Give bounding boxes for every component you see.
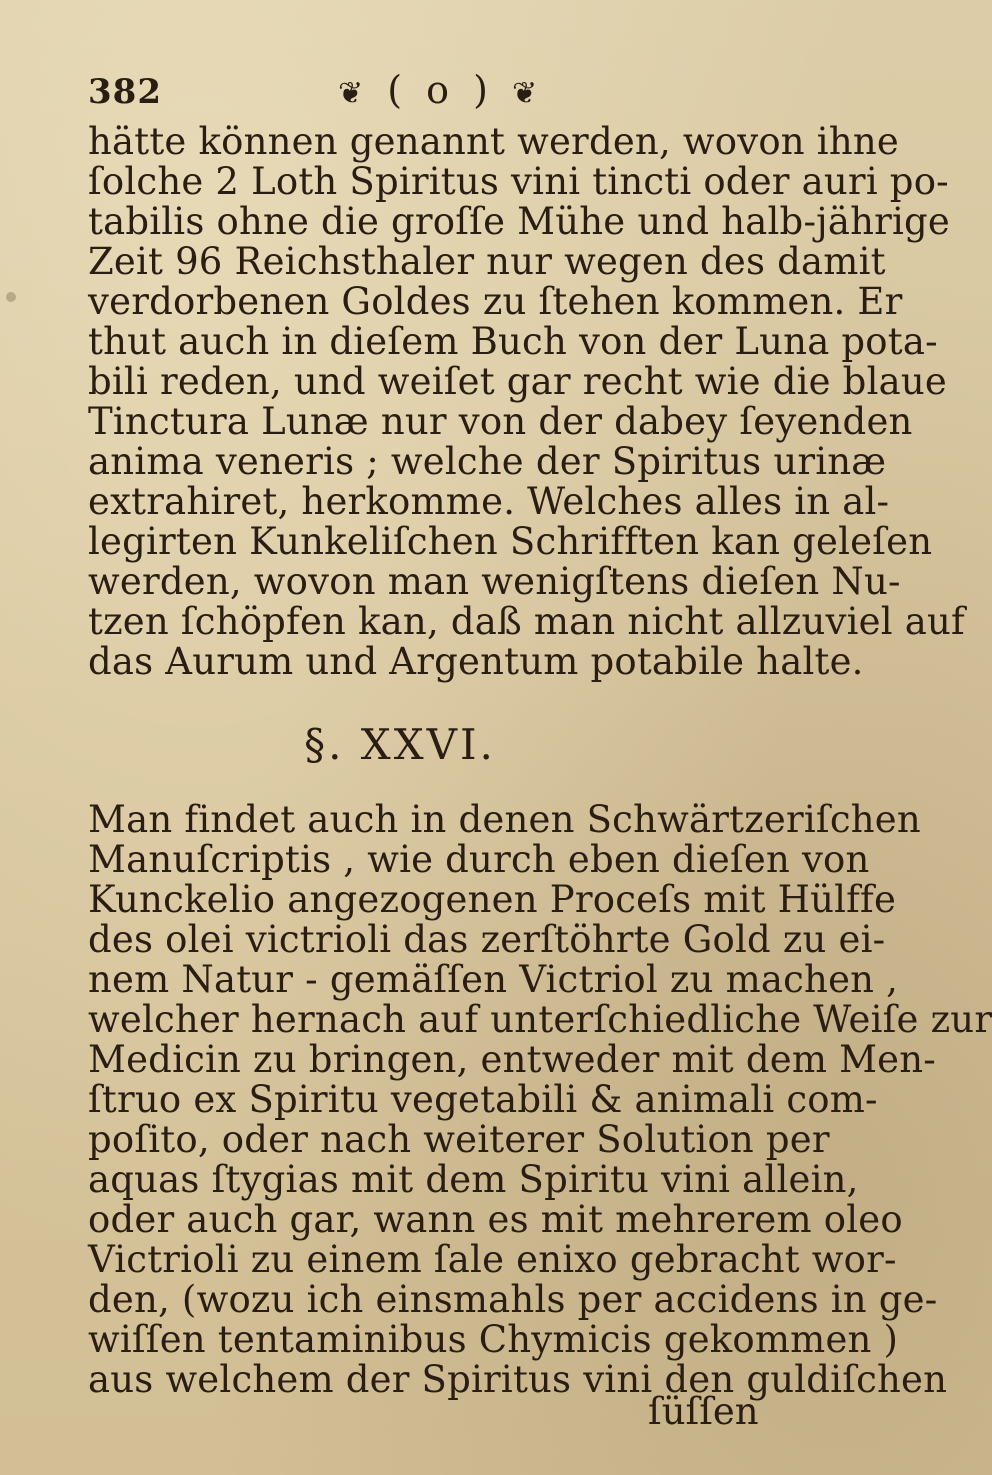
paragraph-1	[88, 120, 965, 683]
text-line: das Aurum und Argentum potabile halte.	[88, 640, 864, 683]
text-line: Medicin zu bringen, entweder mit dem Men-	[88, 1038, 936, 1081]
text-line: tabilis ohne die groſſe Mühe und halb-jährige	[88, 200, 951, 243]
text-line: aus welchem der Spiritus vini den guldiſchen	[88, 1358, 948, 1401]
paragraph-2	[88, 798, 992, 1401]
text-line: oder auch gar, wann es mit mehrerem oleo	[88, 1198, 903, 1241]
margin-dot	[6, 292, 16, 302]
running-head-text: ( o )	[387, 68, 494, 112]
running-head	[338, 68, 543, 112]
page-number: 382	[88, 72, 162, 112]
text-line: den, (wozu ich einsmahls per accidens in ge-	[88, 1278, 938, 1321]
text-line: Victrioli zu einem ſale enixo gebracht wor-	[88, 1238, 897, 1281]
text-line: extrahiret, herkomme. Welches alles in al-	[88, 480, 890, 523]
text-line: Kunckelio angezogenen Proceſs mit Hülffe	[88, 878, 897, 921]
text-line: Manuſcriptis , wie durch eben dieſen von	[88, 838, 870, 881]
text-line: Man findet auch in denen Schwärtzeriſchen	[88, 798, 921, 841]
text-line: welcher hernach auf unterſchiedliche Weiſe zur	[88, 998, 992, 1041]
text-line: poſito, oder nach weiterer Solution per	[88, 1118, 830, 1161]
text-line: werden, wovon man wenigſtens dieſen Nu-	[88, 560, 901, 603]
text-line: thut auch in dieſem Buch von der Luna pota-	[88, 320, 938, 363]
text-line: hätte können genannt werden, wovon ihne	[88, 120, 899, 163]
text-line: aquas ſtygias mit dem Spiritu vini allein,	[88, 1158, 859, 1201]
fleuron-left-icon: ❦	[338, 76, 370, 111]
text-line: tzen ſchöpfen kan, daß man nicht allzuviel auf	[88, 600, 965, 643]
text-line: des olei victrioli das zerſtöhrte Gold zu ei-	[88, 918, 886, 961]
fleuron-right-icon: ❦	[512, 76, 544, 111]
text-line: Tinctura Lunæ nur von der dabey ſeyenden	[88, 400, 913, 443]
text-line: Zeit 96 Reichsthaler nur wegen des damit	[88, 240, 886, 283]
text-line: ſtruo ex Spiritu vegetabili & animali com-	[88, 1078, 878, 1121]
text-line: anima veneris ; welche der Spiritus urinæ	[88, 440, 887, 483]
catchword: ſüſſen	[648, 1390, 759, 1433]
text-line: legirten Kunkeliſchen Schrifften kan geleſen	[88, 520, 933, 563]
text-line: nem Natur - gemäſſen Victriol zu machen ,	[88, 958, 899, 1001]
text-line: wiſſen tentaminibus Chymicis gekommen )	[88, 1318, 899, 1361]
section-heading: §. XXVI.	[304, 720, 496, 769]
text-line: bili reden, und weiſet gar recht wie die blaue	[88, 360, 947, 403]
text-line: verdorbenen Goldes zu ſtehen kommen. Er	[88, 280, 903, 323]
page-header	[88, 68, 728, 116]
text-line: ſolche 2 Loth Spiritus vini tincti oder auri po-	[88, 160, 949, 203]
